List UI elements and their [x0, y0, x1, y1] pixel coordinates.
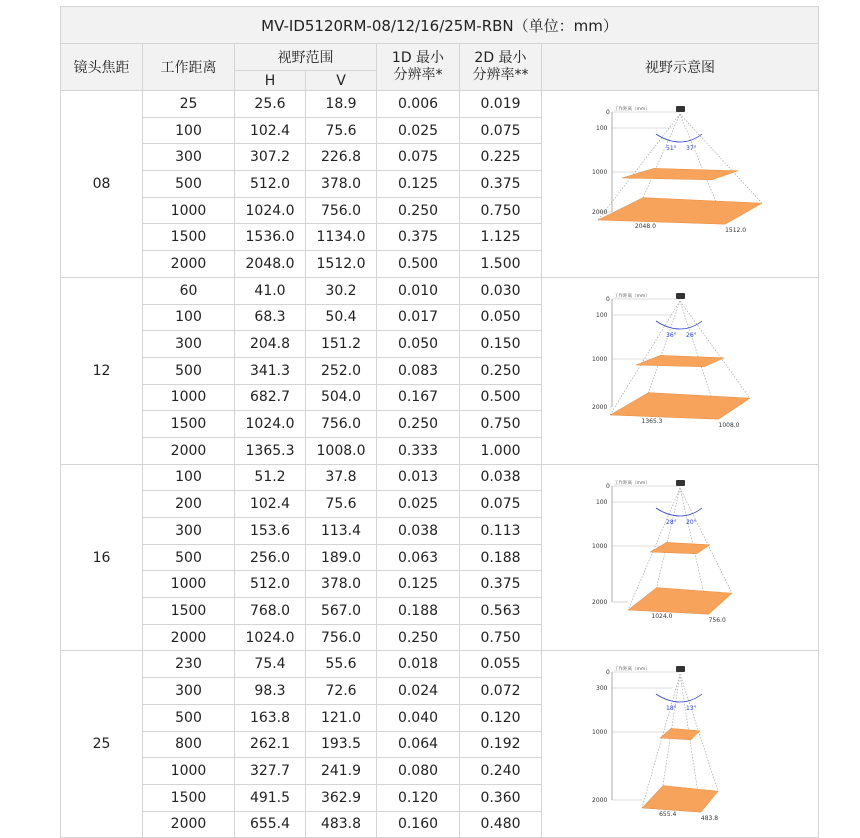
- fov-edge-line: [657, 488, 680, 588]
- res-2d-cell: 0.192: [460, 731, 542, 758]
- fov-h-label: 1365.3: [641, 417, 663, 425]
- camera-icon: [676, 666, 685, 672]
- fov-diagram-svg: [580, 654, 780, 834]
- fov-h-cell: 341.3: [235, 357, 306, 384]
- fov-h-cell: 1024.0: [235, 197, 306, 224]
- angle-arc-h: [656, 508, 680, 516]
- table-body: [61, 91, 819, 838]
- res-1d-cell: 0.040: [377, 704, 460, 731]
- fov-h-cell: 655.4: [235, 811, 306, 838]
- fov-v-cell: 504.0: [306, 384, 377, 411]
- fov-h-cell: 256.0: [235, 544, 306, 571]
- fov-diagram-svg: [580, 468, 780, 648]
- res-1d-cell: 0.038: [377, 518, 460, 545]
- fov-v-cell: 72.6: [306, 678, 377, 705]
- res-1d-cell: 0.017: [377, 304, 460, 331]
- res-1d-cell: 0.024: [377, 678, 460, 705]
- res-1d-cell: 0.160: [377, 811, 460, 838]
- fov-v-cell: 30.2: [306, 277, 377, 304]
- header-1d-resolution: [377, 44, 460, 91]
- res-1d-cell: 0.050: [377, 331, 460, 358]
- fov-h-cell: 1365.3: [235, 437, 306, 464]
- res-2d-cell: 0.075: [460, 117, 542, 144]
- distance-mid-label: 1000: [592, 168, 608, 176]
- fov-v-cell: 1512.0: [306, 251, 377, 278]
- work-distance-cell: 300: [143, 331, 235, 358]
- work-distance-cell: 230: [143, 651, 235, 678]
- fov-h-label: 2048.0: [634, 222, 656, 230]
- res-2d-cell: 0.360: [460, 784, 542, 811]
- fov-v-cell: 37.8: [306, 464, 377, 491]
- fov-diagram-cell: [542, 651, 819, 838]
- fov-h-cell: 51.2: [235, 464, 306, 491]
- header-lens-focal: 镜头焦距: [61, 44, 143, 91]
- fov-v-label: 483.8: [700, 815, 719, 823]
- fov-h-cell: 75.4: [235, 651, 306, 678]
- work-distance-cell: 2000: [143, 437, 235, 464]
- fov-v-label: 1512.0: [725, 226, 747, 234]
- work-distance-cell: 1000: [143, 384, 235, 411]
- work-distance-cell: 100: [143, 464, 235, 491]
- fov-v-cell: 75.6: [306, 117, 377, 144]
- work-distance-cell: 60: [143, 277, 235, 304]
- fov-plane-bottom: [598, 198, 762, 225]
- fov-v-cell: 756.0: [306, 624, 377, 651]
- fov-h-cell: 68.3: [235, 304, 306, 331]
- fov-h-cell: 1024.0: [235, 624, 306, 651]
- fov-h-cell: 2048.0: [235, 251, 306, 278]
- fov-edge-line: [680, 301, 750, 398]
- res-2d-cell: 0.500: [460, 384, 542, 411]
- fov-plane-mid: [650, 542, 710, 553]
- fov-h-cell: 25.6: [235, 91, 306, 118]
- work-distance-cell: 200: [143, 491, 235, 518]
- res-1d-cell: 0.167: [377, 384, 460, 411]
- res-2d-cell: 1.125: [460, 224, 542, 251]
- fov-v-cell: 189.0: [306, 544, 377, 571]
- axis-title-label: 工作距离（mm）: [614, 667, 650, 673]
- res-2d-cell: 0.750: [460, 411, 542, 438]
- fov-diagram-cell: [542, 277, 819, 464]
- work-distance-cell: 500: [143, 704, 235, 731]
- fov-diagram-svg: [580, 94, 780, 274]
- fov-h-cell: 768.0: [235, 598, 306, 625]
- camera-icon: [676, 293, 685, 299]
- res-1d-cell: 0.080: [377, 758, 460, 785]
- fov-v-cell: 1008.0: [306, 437, 377, 464]
- header-fov-range: 视野范围: [235, 44, 377, 71]
- header-1d-line2: 分辨率*: [393, 67, 443, 83]
- res-2d-cell: 0.188: [460, 544, 542, 571]
- distance-top-label: 100: [596, 124, 608, 132]
- angle-arc-h: [656, 321, 680, 329]
- res-1d-cell: 0.250: [377, 197, 460, 224]
- work-distance-cell: 1500: [143, 224, 235, 251]
- table-row: [61, 91, 819, 118]
- lens-focal-cell: 12: [61, 277, 143, 464]
- header-2d-line1: 2D 最小: [474, 50, 527, 66]
- fov-h-cell: 1536.0: [235, 224, 306, 251]
- res-2d-cell: 0.030: [460, 277, 542, 304]
- work-distance-cell: 1000: [143, 571, 235, 598]
- res-2d-cell: 0.075: [460, 491, 542, 518]
- camera-icon: [676, 480, 685, 486]
- res-1d-cell: 0.006: [377, 91, 460, 118]
- res-2d-cell: 0.113: [460, 518, 542, 545]
- fov-spec-table: [60, 6, 819, 838]
- header-fov-diagram: 视野示意图: [542, 44, 819, 91]
- work-distance-cell: 300: [143, 678, 235, 705]
- fov-v-cell: 18.9: [306, 91, 377, 118]
- fov-plane-bottom: [610, 392, 750, 419]
- lens-focal-cell: 16: [61, 464, 143, 651]
- work-distance-cell: 1500: [143, 598, 235, 625]
- fov-h-cell: 153.6: [235, 518, 306, 545]
- work-distance-cell: 2000: [143, 624, 235, 651]
- fov-v-cell: 193.5: [306, 731, 377, 758]
- res-2d-cell: 0.019: [460, 91, 542, 118]
- fov-v-cell: 1134.0: [306, 224, 377, 251]
- fov-v-cell: 567.0: [306, 598, 377, 625]
- fov-v-cell: 121.0: [306, 704, 377, 731]
- fov-h-cell: 102.4: [235, 491, 306, 518]
- fov-v-cell: 151.2: [306, 331, 377, 358]
- res-1d-cell: 0.125: [377, 571, 460, 598]
- camera-icon: [676, 106, 685, 112]
- axis-zero-label: 0: [606, 669, 610, 677]
- fov-plane-mid: [660, 729, 700, 740]
- fov-h-cell: 262.1: [235, 731, 306, 758]
- distance-mid-label: 1000: [592, 542, 608, 550]
- axis-title-label: 工作距离（mm）: [614, 106, 650, 112]
- res-1d-cell: 0.250: [377, 411, 460, 438]
- fov-edge-line: [680, 114, 762, 203]
- distance-bottom-label: 2000: [592, 403, 608, 411]
- res-1d-cell: 0.018: [377, 651, 460, 678]
- res-1d-cell: 0.025: [377, 117, 460, 144]
- fov-diagram-cell: [542, 91, 819, 278]
- res-2d-cell: 0.750: [460, 624, 542, 651]
- res-1d-cell: 0.125: [377, 171, 460, 198]
- res-2d-cell: 0.750: [460, 197, 542, 224]
- header-2d-line2: 分辨率**: [472, 67, 529, 83]
- work-distance-cell: 500: [143, 544, 235, 571]
- fov-h-cell: 682.7: [235, 384, 306, 411]
- res-2d-cell: 0.225: [460, 144, 542, 171]
- fov-v-cell: 113.4: [306, 518, 377, 545]
- lens-focal-cell: 08: [61, 91, 143, 278]
- work-distance-cell: 25: [143, 91, 235, 118]
- res-1d-cell: 0.063: [377, 544, 460, 571]
- fov-v-cell: 756.0: [306, 411, 377, 438]
- distance-bottom-label: 2000: [592, 797, 608, 805]
- fov-h-cell: 491.5: [235, 784, 306, 811]
- res-2d-cell: 0.055: [460, 651, 542, 678]
- angle-arc-v: [680, 134, 702, 142]
- header-2d-resolution: [460, 44, 542, 91]
- angle-h-label: 36°: [666, 331, 677, 339]
- res-1d-cell: 0.333: [377, 437, 460, 464]
- fov-edge-line: [643, 114, 680, 198]
- angle-h-label: 18°: [666, 705, 677, 713]
- res-2d-cell: 1.500: [460, 251, 542, 278]
- fov-h-cell: 307.2: [235, 144, 306, 171]
- work-distance-cell: 100: [143, 304, 235, 331]
- res-1d-cell: 0.375: [377, 224, 460, 251]
- res-1d-cell: 0.075: [377, 144, 460, 171]
- fov-plane-bottom: [642, 786, 718, 813]
- distance-bottom-label: 2000: [592, 208, 608, 216]
- res-2d-cell: 0.050: [460, 304, 542, 331]
- res-2d-cell: 0.240: [460, 758, 542, 785]
- table-row: [61, 651, 819, 678]
- fov-edge-line: [680, 488, 732, 593]
- header-h: H: [235, 71, 306, 91]
- work-distance-cell: 1000: [143, 197, 235, 224]
- angle-h-label: 28°: [666, 518, 677, 526]
- table-row: [61, 464, 819, 491]
- fov-diagram-svg: [580, 281, 780, 461]
- fov-v-cell: 55.6: [306, 651, 377, 678]
- distance-top-label: 100: [596, 498, 608, 506]
- res-2d-cell: 0.375: [460, 571, 542, 598]
- res-1d-cell: 0.500: [377, 251, 460, 278]
- fov-h-label: 1024.0: [651, 612, 673, 620]
- work-distance-cell: 1000: [143, 758, 235, 785]
- fov-h-cell: 163.8: [235, 704, 306, 731]
- fov-h-label: 655.4: [659, 811, 677, 819]
- fov-h-cell: 1024.0: [235, 411, 306, 438]
- work-distance-cell: 500: [143, 357, 235, 384]
- res-2d-cell: 0.038: [460, 464, 542, 491]
- res-1d-cell: 0.120: [377, 784, 460, 811]
- header-1d-line1: 1D 最小: [391, 50, 445, 66]
- fov-plane-mid: [636, 355, 724, 366]
- fov-plane-bottom: [628, 587, 732, 614]
- angle-v-label: 20°: [686, 518, 697, 526]
- fov-h-cell: 204.8: [235, 331, 306, 358]
- distance-mid-label: 1000: [592, 355, 608, 363]
- work-distance-cell: 2000: [143, 251, 235, 278]
- fov-v-cell: 50.4: [306, 304, 377, 331]
- fov-diagram-cell: [542, 464, 819, 651]
- fov-v-cell: 483.8: [306, 811, 377, 838]
- res-1d-cell: 0.025: [377, 491, 460, 518]
- res-1d-cell: 0.064: [377, 731, 460, 758]
- angle-v-label: 13°: [686, 705, 697, 713]
- res-2d-cell: 0.480: [460, 811, 542, 838]
- res-1d-cell: 0.083: [377, 357, 460, 384]
- axis-zero-label: 0: [606, 295, 610, 303]
- lens-focal-cell: 25: [61, 651, 143, 838]
- angle-arc-v: [680, 508, 702, 516]
- res-1d-cell: 0.013: [377, 464, 460, 491]
- axis-zero-label: 0: [606, 108, 610, 116]
- work-distance-cell: 500: [143, 171, 235, 198]
- res-2d-cell: 1.000: [460, 437, 542, 464]
- axis-title-label: 工作距离（mm）: [614, 293, 650, 299]
- work-distance-cell: 800: [143, 731, 235, 758]
- fov-h-cell: 512.0: [235, 171, 306, 198]
- angle-h-label: 51°: [666, 144, 677, 152]
- res-1d-cell: 0.188: [377, 598, 460, 625]
- angle-arc-v: [680, 321, 702, 329]
- fov-v-cell: 241.9: [306, 758, 377, 785]
- res-2d-cell: 0.120: [460, 704, 542, 731]
- fov-h-cell: 512.0: [235, 571, 306, 598]
- res-2d-cell: 0.250: [460, 357, 542, 384]
- work-distance-cell: 1500: [143, 784, 235, 811]
- res-2d-cell: 0.563: [460, 598, 542, 625]
- res-2d-cell: 0.375: [460, 171, 542, 198]
- fov-h-cell: 102.4: [235, 117, 306, 144]
- work-distance-cell: 2000: [143, 811, 235, 838]
- fov-v-cell: 378.0: [306, 171, 377, 198]
- fov-v-label: 1008.0: [718, 421, 740, 429]
- fov-v-cell: 378.0: [306, 571, 377, 598]
- res-2d-cell: 0.150: [460, 331, 542, 358]
- work-distance-cell: 300: [143, 518, 235, 545]
- header-v: V: [306, 71, 377, 91]
- fov-v-cell: 362.9: [306, 784, 377, 811]
- axis-zero-label: 0: [606, 482, 610, 490]
- fov-v-label: 756.0: [708, 616, 726, 624]
- distance-top-label: 300: [596, 685, 608, 693]
- res-1d-cell: 0.250: [377, 624, 460, 651]
- fov-h-cell: 327.7: [235, 758, 306, 785]
- fov-v-cell: 226.8: [306, 144, 377, 171]
- axis-title-label: 工作距离（mm）: [614, 480, 650, 486]
- work-distance-cell: 300: [143, 144, 235, 171]
- distance-bottom-label: 2000: [592, 598, 608, 606]
- fov-v-cell: 252.0: [306, 357, 377, 384]
- distance-top-label: 100: [596, 311, 608, 319]
- table-title: MV-ID5120RM-08/12/16/25M-RBN（单位：mm）: [61, 7, 819, 44]
- fov-v-cell: 756.0: [306, 197, 377, 224]
- work-distance-cell: 100: [143, 117, 235, 144]
- work-distance-cell: 1500: [143, 411, 235, 438]
- angle-v-label: 26°: [686, 331, 697, 339]
- fov-h-cell: 98.3: [235, 678, 306, 705]
- table-row: [61, 277, 819, 304]
- res-1d-cell: 0.010: [377, 277, 460, 304]
- fov-v-cell: 75.6: [306, 491, 377, 518]
- distance-mid-label: 1000: [592, 729, 608, 737]
- res-2d-cell: 0.072: [460, 678, 542, 705]
- angle-v-label: 37°: [686, 144, 697, 152]
- fov-h-cell: 41.0: [235, 277, 306, 304]
- header-work-distance: 工作距离: [143, 44, 235, 91]
- fov-plane-mid: [622, 168, 738, 179]
